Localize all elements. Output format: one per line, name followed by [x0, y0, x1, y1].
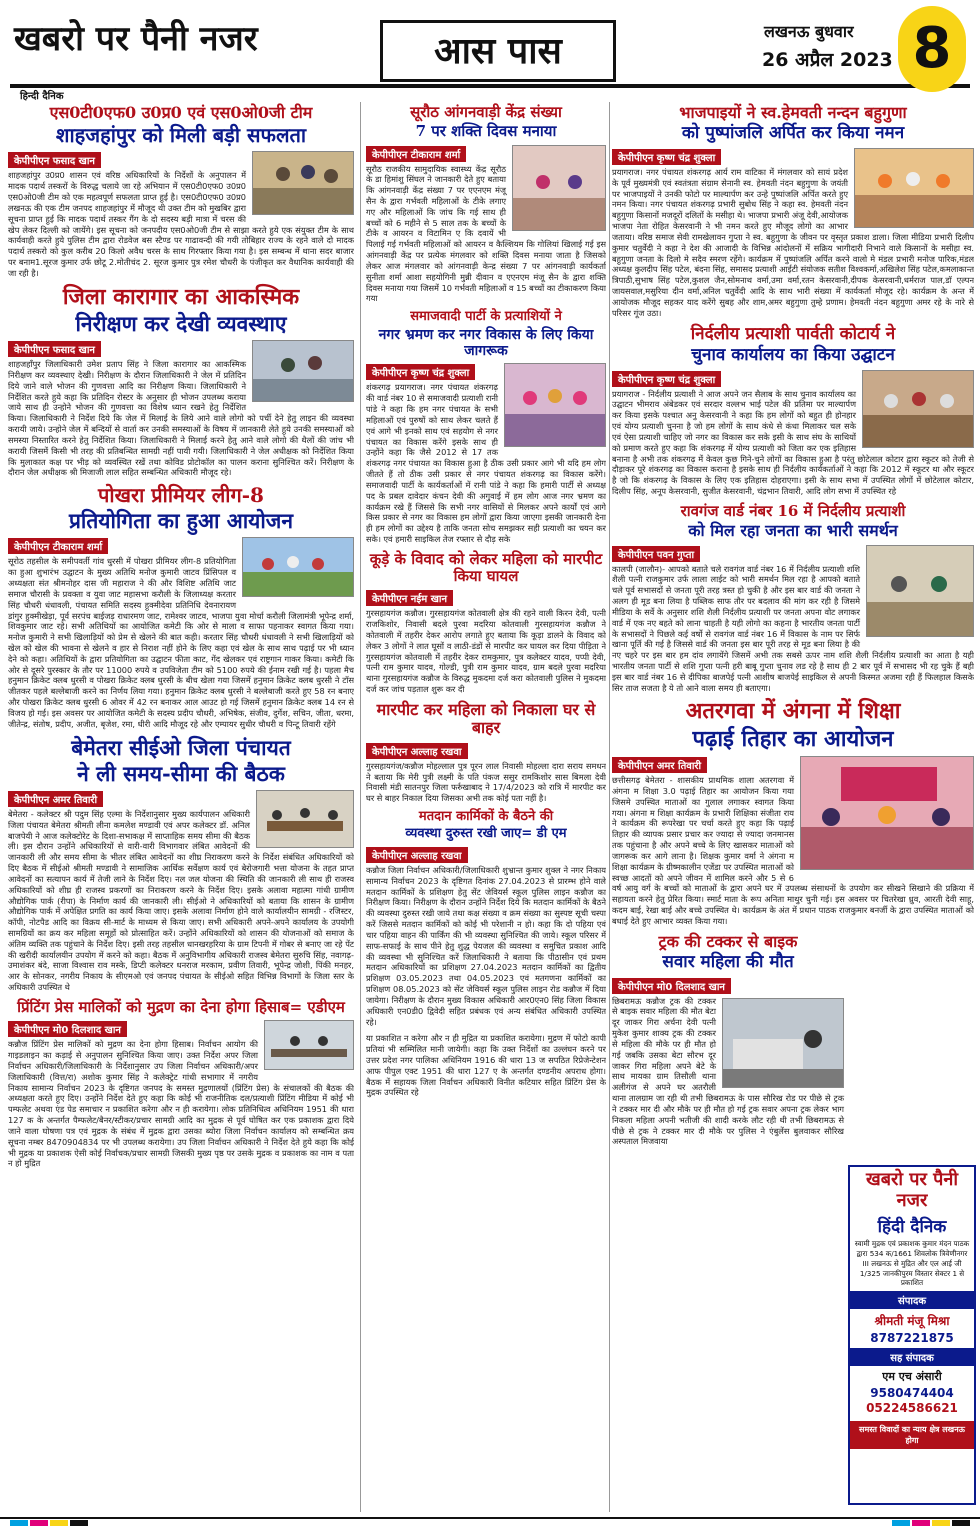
headline: निरीक्षण कर देखी व्यवस्थाए: [75, 310, 287, 336]
city-day: लखनऊ बुधवार: [764, 22, 854, 41]
editor-label: संपादक: [850, 1291, 974, 1309]
article-matdan-karmik: [366, 810, 606, 1027]
news-photo: [854, 148, 974, 228]
headline: को मिल रहा जनता का भारी समर्थन: [688, 521, 898, 541]
article-raoganj-ward: [612, 503, 974, 694]
article-body: या प्रकाशित न करेगा और न ही मुद्रित या प्रकाशित करायेगा। मुद्रण में फोटो कापी प्रतियां भी सम्मिलित मानी जायेगी। कहा कि उक्त निर्देशों का उल्लंघन करने पर उत्तर प्रदेश नगर पालिका अधिनियम 1916 की धारा 13 ज सपठित रिप्रेजेन्टेशन आफ पीपुल एक्ट 1951 की धारा 127 ए के अन्तर्गत दण्डनीय अपराध होगा। बैठक में सहायक जिला निर्वाचन अधिकारी विनीत कटियार सहित प्रिंटिंग प्रेस के मुद्रक उपस्थित रहे: [366, 1033, 606, 1098]
headline: प्रिंटिंग प्रेस मालिकों को मुद्रण का देना होगा हिसाब= एडीएम: [17, 997, 345, 1016]
byline: केपीपीएन अमर तिवारी: [8, 791, 103, 807]
news-photo: [242, 537, 354, 597]
editorial-title: खबरो पर पैनी नजर: [865, 1169, 959, 1211]
office-phone: 05224586621: [866, 1400, 958, 1415]
article-bahuguna: [612, 104, 974, 319]
issue-date: 26 अप्रैल 2023: [762, 49, 893, 71]
headline-kicker: भाजपाइयों ने स्व.हेमवती नन्दन बहुगुणा: [679, 103, 907, 122]
byline: केपीपीएन फसाद खान: [8, 152, 101, 168]
headline: व्यवस्था दुरुस्त रखी जाए= डी एम: [405, 825, 567, 841]
article-body: प्रयागराज। नगर पंचायत शंकरगढ़ आर्य राम वाटिका में मंगलवार को सायं प्रदेश के पूर्व मुख्यमंत्री एवं स्वतंत्रता संग्राम सेनानी स्व. हेमवती नंदन बहुगुणा के जयंती पर भाजपाइयों ने उनकी फोटो पर माल्यार्पण कर उन्हे पुष्पांजलि अर्पित करते हुए नमन किया। नगर पंचायत शंकरगढ़ प्रभारी सुबोध सिंह ने कहा स्व. हेमवती नंदन बहुगुणा किसानों मजदूरों दलितों के मसीहा थे। भाजपा प्रभारी अंजू देवी,आयोजक भाजपा नेता रोहित केसरवानी ने भी नमन करते हुए मौजूद लोगो का आभार जताया। वरिष्ठ समाज सेवी रामखेलावन गुप्ता ने स्व. बहुगुणा के जीवन पर वृस्तृत प्रकाश डाला। जिला मीडिया प्रभारी दिलीप कुमार चतुर्वेदी ने कहा ने देश की आजादी के विभिन्न आंदोलनों में सक्रिय भागीदारी निभाने वाले किसानों के मसीहा स्व. बहुगुणा जनता के दिलो मे सदैव स्मरण रहेंगे। कार्यक्रम में पुष्पांजलि अर्पित करने वालो मे मंडल प्रभारी मनोज पारिक,मंडल अध्यक्ष कुलदीप सिंह पटेल, बंदना सिंह, समासद प्रत्याशी आईटी संयोजक सतीश विश्वकर्मा,अखिलेश सिंह पटेल,कमलाकान्त त्रिपाठी,सुभाष सिंह पटेल,कुशल जैन,सोमनाथ वर्मा,उमा वर्मा,रतन केसरवानी,दीपक केसरवानी,धर्मराज पाल,डॉ एल्पन जायसवाल,मसुरिया दीन वर्मा,अनिल चतुर्वेदी आदि के साथ भारी संख्या में कार्यकर्ता मौजूद रहे। कार्यक्रम के अन्त में आयोजक मौजूद सहकर याद करेंगे सुबह और शाम,अमर बहुगुणा तुम्हे प्रणाम। हेमवती नंदन बहुगुणा अमर रहे के नारे से परिसर गूंज उठा।: [612, 166, 974, 318]
byline: केपीपीएन मो0 दिलशाद खान: [612, 978, 731, 994]
byline: केपीपीएन फसाद खान: [8, 341, 101, 357]
news-photo: [252, 340, 354, 402]
editorial-subtitle: हिंदी दैनिक: [877, 1217, 947, 1238]
byline: केपीपीएन टीकाराम शर्मा: [8, 538, 108, 554]
article-stf-shahjahanpur: [8, 104, 354, 279]
page-number-badge: 8: [898, 6, 966, 92]
headline-kicker: बेमेतरा सीईओ जिला पंचायत: [71, 734, 291, 760]
header-rule: [10, 84, 970, 88]
headline: चुनाव कार्यालय का किया उद्घाटन: [691, 345, 895, 366]
article-parvati-kotarya: [612, 325, 974, 497]
article-body: शाहजहाँपुर जिलाधिकारी उमेश प्रताप सिंह ने जिला कारागार का आकस्मिक निरीक्षण कर व्यवस्थाए देखी। निरीक्षण के दौरान जिलाधिकारी ने जेल में प्रतिदिन दिये जाने वाले भोजन की गुणवत्ता आदि का निरीक्षण किया। जिलाधिकारी ने निर्देशित करते हुये कहा कि प्रतिदिन रोस्टर के अनुसार ही भोजन उपलब्ध कराया जाये साथ ही उन्होने भोजन की गुणवत्ता का विशेष ध्यान रखने हेतु निर्देशित किया। जिलाधिकारी ने निर्देश दिये कि जेल में मिलाई के लिये आने वाले लोगो को पर्ची देने हेतु लाइन की व्यवस्था करायी जाये। उन्होने जेल में बन्दियों से वार्ता कर उनकी समस्याओं के विषय में जानकारी लेते हुये उनकी समस्याओं को समस्या निस्तारित करने हेतु निर्देशित किया। जिलाधिकारी ने मिलाई करने हेतु आने वाले लोगो की थैलों की जांच भी करायी जिसमें किसी भी तरह की प्रतिबन्धित सामग्री नहीं पायी गयी। जिलाधिकारी ने जेल अधीक्षक को निर्देशित किया कि मुलाकात कक्ष पर भीड़ को व्यवस्थित रखें तथा कोविड प्रोटोकॉल का पालन कराना सुनिश्चित करें। निरीक्षण के दौरान जेल अधीक्षक श्री मिजाजी लाल सहित सम्बन्धित अधिकारी मौजूद रहे।: [8, 359, 354, 478]
byline: केपीपीएन अल्लाह रखवा: [366, 743, 468, 759]
byline: केपीपीएन कृष्ण चंद्र शुक्ला: [612, 149, 721, 165]
column-left: [8, 102, 354, 1512]
article-body: प्रयागराज - निर्दलीय प्रत्याशी ने आज अपने जन सैलाब के साथ चुनाव कार्यालय का उद्घाटन भीमराव अंबेडकर एवं सरदार वल्लभ भाई पटेल की प्रतिमा पर माल्यार्पण कर किया इसके पश्चात अनु केसरवानी ने कहा कि हम लोगों को बहुत ही होनहार एवं योग्य प्रत्याशी चुनना है जो हम लोगों के साथ कंधे से कंधा मिलाकर चल सके एवं ऐसा प्रत्याशी चाहिए जो नगर का विकास कर सके इसी के साथ संघ के साथियों को प्रमाण करते हुए कहा कि शंकरगढ़ में योग्य प्रत्याशी को जिता कर एक इतिहास बनाना है अभी तक शंकरगढ़ में केवल कुछ गिने-चुने लोगों का विकास हुआ है परंतु छोटेलाल कोटार द्वारा स्कूटर को तेजी से दौड़ाकर पूरे शंकरगढ़ का विकास कराना है इसके साथ ही निर्दलीय कार्यकर्ताओं ने कहा कि 2012 में स्कूटर था और स्कूटर है जो कि शंकरगढ़ के विकास के लिए एक इतिहास दोहराएगा। इसी के साथ सभा में उपस्थित लोगों में छोटेलाल कोटार, दिलीप सिंह, अनूप केसरवानी, सुजीत केसरवानी, चंद्रभान तिवारी, आदि लोग सभा में उपस्थित रहे: [612, 388, 974, 497]
news-photo: [256, 790, 354, 848]
article-continuation: [366, 1033, 606, 1098]
article-body: बेमेतरा - कलेक्टर श्री पदुम सिंह एल्मा के निर्देशानुसार मुख्य कार्यपालन अधिकारी जिला पंचायत बेमेतरा श्रीमती लीना कमलेश मण्डावी एवं अपर कलेक्टर डॉ. अनिल बाजपेयी ने आज कलेक्टोरेट के दिशा-सभाकक्ष में साप्ताहिक समय सीमा की बैठक ली। इस दौरान उन्होंने अधिकारियों से वारी-वारी विभागवार लंबित आवेदनों की जानकारी ली और समय सीमा के भीतर लंबित आवेदनों का शीघ्र निराकरण करने के निर्देश संबंधित अधिकारियों को दिए बैठक में सीईओ श्रीमती मण्डावी ने सामाजिक आर्थिक सर्वेक्षण कार्य एवं बेरोजगारी भत्ता योजना के तहत प्राप्त आवेदनों का सत्यापन कार्य में तेजी लाने के निर्देश दिए। नल जल योजना की स्थिति की जानकारी ली साथ ही राजस्व अधिकारियों को शीघ्र ही राजस्व प्रकरणों का निराकरण करने के निर्देश दिए। इसके अलावा महात्मा गांधी ग्रामीण औद्योगिक पार्क (रीपा) के निर्माण कार्य की जानकारी ली। सीईओ ने अधिकारियों को बताया कि शासन के ग्रामीण औद्योगिक पार्क में अपेक्षित प्रगति का कार्य किया जाए। इसके अलावा निर्माण होने वाले कार्यालयीन सामग्री - रजिस्टर, कॉपी, नोटपैड आदि का विक्रय सी-मार्ट के माध्यम से किया जाए। सभी अधिकारी अपने-अपने कार्यालय के उपयोगी सामग्रियों का क्रय कर महिला समूहों को प्रोत्साहित करें। उन्होंने अधिकारियों को शासन की योजनाओं को समाज के अंतिम व्यक्ति तक पहुंचाने के निर्देश दिए। इसी तरह तहसील धानखरहरिया के ग्राम टिपनी में गोबर से बनाए जा रहे पेंट की खरीदी कार्यालयीन उपयोग में करने को कहा। बैठक में अनुविभागीय अधिकारी राजस्व बेमेतरा सुरुचि सिंह, नवागढ़-उमाशंकर बंदे, साजा विश्वास राव मस्के, डिप्टी कलेक्टर धनराज मरकाम, प्रवीण तिवारी, भूपेन्द्र जोशी, पिंकी मनहर, आर के सोनकर, नगरीय निकाय के सीएमओ एवं जनपद पंचायत के सीईओ सहित विभिन्न विभागों के जिला स्तर के अधिकारी उपस्थित थे: [8, 808, 354, 993]
article-body: शंकरगढ़ प्रयागराज। नगर पंचायत शंकरगढ़ की वार्ड नंबर 10 से समाजवादी प्रत्याशी रानी पांडे ने कहा कि हम नगर पंचायत के सभी महिलाओं एवं पुरुषों को साथ लेकर चलते हैं एवं आगे भी इनको साथ एवं सहयोग से नगर पंचायत का विकास करेंगे इसके साथ ही उन्होंने कहा कि जैसे 2012 से 17 तक शंकरगढ़ नगर पंचायत का विकास हुआ है ठीक उसी प्रकार आगे भी यदि हम लोग जीतते हैं तो ठीक उसी प्रकार से नगर पंचायत शंकरगढ़ का विकास करेंगे। समाजवादी पार्टी के कार्यकर्ताओं में रानी पांडे ने कहा कि हमारी पार्टी से अध्यक्ष पद के प्रबल दावेदार कंचन देवी की अगुवाई में हम लोग आज नगर भ्रमण का कार्यक्रम रखे हैं जिससे कि सभी नगर वासियों से मिलकर अपने कार्यों एवं आगे किस प्रकार से नगर का विकास हम लोगों द्वारा किया जाएगा इसकी जानकारी देना ही हम लोगों का उद्देश्य है ताकि जनता सोच समझकर सही प्रत्याशी का चयन कर सके। एवं हमारी साइकिल तेज रफ्तार से दौड़ सके: [366, 382, 606, 544]
byline: केपीपीएन मो0 दिलशाद खान: [8, 1021, 127, 1037]
color-registration-strip: [0, 1514, 980, 1527]
article-samajwadi: [366, 310, 606, 545]
headline-kicker: रावगंज वार्ड नंबर 16 में निर्दलीय प्रत्याशी: [680, 501, 906, 520]
co-editor-name: एम एच अंसारी: [882, 1369, 942, 1383]
article-body: सूरौठ राजकीय सामुदायिक स्वास्थ्य केंद्र सूरौठ के डा हिमांशु सिंघल ने जानकारी देते हुए बताया कि आंगनवाड़ी केंद्र संख्या 7 पर एएनएम मंजू सैन के द्वारा गर्भवती महिलाओं के टीके लगाए गए और महिलाओं कि जांच कि गई साथ ही बच्चों को 6 महीने से 5 साल तक के बच्चों के टीके व आयरन व विटामिन ए कि दवायें भी पिलाई गई गर्भवती महिलाओं को आयरन व कैल्शियम कि गोलियां खिलाई गई इस आंगनवाड़ी केंद्र पर प्रत्येक मंगलवार को शक्ति दिवस मनाया जाता है जिसको लेकर आज मंगलवार को आंगनवाड़ी केन्द्र संख्या 7 पर आंगनवाड़ी कार्यकर्ता सुनीता शर्मा आशा सहयोगिनी मुन्नी दीवान व एएनएम मंजू सैन के द्वारा शक्ति दिवस मनाया गया जिसमें 10 गर्भवती महिलाओं व 15 बच्चों का टीकाकरण किया गया: [366, 163, 606, 304]
article-body: छत्तीसगढ़ बेमेतरा - शासकीय प्राथमिक शाला अतरगवा में अंगना म शिक्षा 3.0 पढ़ाई तिहार का आयोजन किया गया जिसमे उपस्थित माताओं का गुलाल लगाकर स्वागत किया गया। अंगना म शिक्षा कार्यक्रम के प्रभारी शिक्षिका संजीता राय ने कार्यक्रम की रूपरेखा पर चर्चा करते हुए कहा कि पढ़ाई तिहार की व्यापक प्रसार प्रचार कर ज्यादा से ज्यादा जनमानस तक पहुंचाना है और अपने बच्चे के लिए खासकर माताओं को जागरूक कर आगे लाना है। शिक्षक कुमार वर्मा ने अंगना म शिक्षा कार्यक्रम के ग्रीष्मकालीन एजेंडा पर उपस्थित माताओं को स्वच्छ आदतों को अपने जीवन में शामिल करने और 5 से 6 वर्ष आयु वर्ग के बच्चों को माताओं के द्वारा अपने घर में उपलब्ध संसाधनों के उपयोग कर सीखने सिखाने की प्रक्रिया में सहायता करने हेतु प्रेरित किया। स्मार्ट माता के रूप अनिता माथुर चुनी गई। इस अवसर पर चितरेखा ध्रुव, आरती देवी साहू, कदम बाई, रेखा बाई और बच्चे उपस्थित थे। कार्यक्रम के अंत में प्रधान पाठक राजकुमार बनर्जी के द्वारा उपस्थित माताओं को बधाई देते हुए आभार व्यक्त किया गया।: [612, 775, 974, 926]
headline-kicker: समाजवादी पार्टी के प्रत्याशियों ने: [410, 309, 562, 325]
news-photo: [252, 151, 354, 215]
headline-kicker: सूरौठ आंगनवाड़ी केंद्र संख्या: [410, 103, 562, 121]
editorial-box: [848, 1165, 976, 1505]
headline: शाहजहांपुर को मिली बड़ी सफलता: [55, 123, 307, 148]
news-photo: [512, 145, 606, 231]
article-marpeet: [366, 701, 606, 804]
article-body: गुरसहायगंज/कन्नौज मोहल्लाल पुत्र पूरन लाल निवासी मोहल्ला दारा सराय समधन ने बताया कि मेरी पुत्री लक्ष्मी के पति पंकज ससुर रामकिशोर सास बिमला देवी निवासी मंडी सातनपुर जिला फर्रुखाबाद ने 17/4/2023 को रात्रि में मारपीट कर घर से बाहर निकाल दिया जिसका अभी तक कोई पता नहीं है।: [366, 760, 606, 804]
headline-kicker: पोखरा प्रीमियर लीग-8: [98, 483, 264, 508]
headline-kicker: मतदान कार्मिकों के बैठने की: [418, 809, 554, 825]
co-editor-label: सह संपादक: [850, 1348, 974, 1366]
news-photo: [866, 545, 974, 637]
headline: को पुष्पांजलि अर्पित कर किया नमन: [681, 123, 905, 144]
headline: ने ली समय-सीमा की बैठक: [77, 760, 285, 786]
news-photo: [862, 370, 974, 448]
article-body: सूरोठ तहसील के समीपवर्ती गांव धुरसी में पोखरा प्रीमियर लीग-8 प्रतियोगिता का हुआ शुभारंभ उद्घाटन के मुख्य अतिथि मनोज कुमारी जाटव प्रिंसिपल व अध्यक्षता संत श्रीमनोहर दास जी महाराज ने की और विशिष्ट अतिथि जाट समाज चौरासी के प्रवक्ता व युवा जाट महासभा करौली के जिलाध्यक्ष करतार सिंह चौधरी धंधावली, पंचायत समिति सदस्य हुक्मीदेवा प्रतिनिधि देवनारायण डांगुर हुक्मीखेड़ा, पूर्व सरपंच बाईजड़ राधारमण जाट, रामेश्वर जाटव, भाजपा युवा मोर्चा करौली जिलामंत्री भूपेन्द्र शर्मा, शिवकुमार जाट रहे। सभी अतिथियों का आयोजित कमेटी कि ओर से माला व साफा पहनाकर स्वागत किया गया। मनोज कुमारी ने सभी खिलाड़ियों को प्रेम से खेलने की बात कही। करतार सिंह चौधरी धंधावली ने सभी खिलाड़ियों को खेल को खेल की भावना से खेलने व हार से निराश नहीं होने के लिए कहा एवं खेल के साथ साथ पढ़ाई पर भी ध्यान देने को कहा। अतिथियों के द्वारा प्रतियोगिता का उद्घाटन फीता काट, गेंद खेलकर एवं राष्ट्रगान गाकर किया। कमेटी कि ओर से दूसरे पुरस्कार के तौर पर 11000 रुपये व उपविजेता टीम को 5100 रुपये की ईनाम रखी गई है। पहला मैच हनुमान क्रिकेट क्लब धुरसी व पोखरा क्रिकेट क्लब धुरसी के बीच खेला गया जिसमें हनुमान क्रिकेट क्लब धुरसी ने टॉस जीतकर पहले बल्लेबाजी करने का निर्णय लिया गया। हनुमान क्रिकेट क्लब धुरसी ने बल्लेबाजी करते हुए 58 रन बनाए और पोखरा क्रिकेट क्लब धुरसी 6 ओवर में 42 रन बनाकर आल आउट हो गई जिसमें हनुमान क्रिकेट क्लब 14 रन से विजय हो गई। इस अवसर पर आयोजित कमेटी के सदस्य प्रदीप चौधरी, अभिषेक, संजीव, दुर्गेश, सचिन, जीता, धरमा, जीतेन्द्र, संतोष, प्रदीप, अजीत, बृजेश, रमा, धीरी आदि मौजूद रहे और एम्पायर सुधीर चौधरी व पिन्टू तिवारी रहेंगे: [8, 556, 354, 729]
page-header: [0, 0, 980, 100]
article-body: छिबरामऊ कन्नौज ट्रक की टक्कर से बाइक सवार महिला की मौत बेटा दूर जाकर गिरा अर्चना देवी पत्नी मुकेश कुमार शाक्य ट्रक की टक्कर से महिला की मौके पर ही मौत हो गई जबकि उसका बेटा सौरभ दूर जाकर गिरा महिला अपने बेटे के साथ मायका ग्राम तिसौली थाना अलीगंज से अपने घर अतरौली थाना तालग्राम जा रही थी तभी छिबरामऊ के पास सौरिख रोड पर पीछे से ट्रक ने टक्कर मार दी और मौके पर ही मौत हो गई ट्रक सवार अपना ट्रक लेकर भाग निकला महिला अपनी भतीजी की शादी करके लौट रही थी तभी छिबरामऊ से पीछे से ट्रक ने टक्कर मार दी मौके पर पुलिस ने एंबुलेंस बुलवाकर सौरिख अस्पताल मिजवाया: [612, 995, 844, 1147]
headline: मारपीट कर महिला को निकाला घर से बाहर: [376, 699, 596, 738]
masthead-subtitle: हिन्दी दैनिक: [20, 91, 64, 102]
news-photo: [504, 363, 606, 447]
editor-phone: 8787221875: [870, 1330, 954, 1345]
news-photo: [264, 1020, 354, 1070]
column-divider: [360, 102, 361, 1512]
article-body: कालपी (जालौन)- आपको बताते चले रावगंज वार्ड नंबर 16 में निर्दलीय प्रत्याशी शशि शैली पत्नी राजकुमार उर्फ लाला लाईट को भारी समर्थन मिल रहा है आपको बताते चले पूर्व सभासदों से जनता पूरी तरह त्रस्त हो चुकी है और इस बार वार्ड की जनता ने अलग ही मूड बना लिया है पब्लिक साफ तौर पर बदलाव की मांग कर रही है जिसमे मीडिया के सर्वे के अनुसार शशि शैली निर्दलीय प्रत्याशी पर जनता अपना वोट लगाकर वार्ड में एक नए बहते को लाना चाहती है यही लोगो का कहना है भारतीय जनता पार्टी के सभासदों ने पिछले कई वर्षो से रावगंज वार्ड नंबर 16 में विकास के नाम पर सिर्फ खाना पूर्ति की गई है जिससे वार्ड की जनता इस बार पूरी तरह से मूड बना लिया है की नए चहरे पर इस बार हम दांव लगायेंगे जिसमें अभी तक सबसे ऊपर नाम शशि शैली निर्दलीय प्रत्याशी का आता है यही भारतीय जनता पार्टी से शशि गुप्ता पत्नी हरी बाबू गुप्ता चुनाव लड रहे है साथ ही 2 बार पूर्व में सभासद भी रह चुके हैं बही इस बार वार्ड नंबर 16 से दीपिका बाजपेई पत्नी आशीष बाजपेई साइकिल से अपनी किस्मत अजमा रही हैं फिलहाल किसके सिर ताज सजता है ये तो आने वाला समय ही बताएगा।: [612, 563, 974, 693]
article-kooda-vivad: [366, 551, 606, 695]
headline: पढ़ाई तिहार का आयोजन: [692, 725, 894, 752]
article-body: शाहजहांपुर उ0प्र0 शासन एवं वरिष्ठ अधिकारियों के निर्देशों के अनुपालन में मादक पदार्थ तस्करों के विरुद्ध चलाये जा रहे अभियान में एस0टी0एफ0 उ0प्र0 एस0ओ0जी टीम को एक महत्वपूर्ण सफलता प्राप्त हुई है। एस0टी0एफ0 उ0प्र0 लखनऊ की एक टीम जनपद शाहजहांपुर में मौजूद थी उक्त टीम को मुखबिर द्वारा सूचना प्राप्त हुई कि मादक पदार्थ तस्कर गैंग के दो सदस्य बड़ी मात्रा में चरस की खेप लेकर दिल्ली को जायेंगे। इस सूचना को जनपदीय एस0ओ0जी टीम से साझा करते हुये एक संयुक्त टीम के साथ कार्यवाही करते हुये पुलिस टीम द्वारा रोडवेज बस स्टैण्ड पर गाढावन्दी की गयी तोबिहार राज्य के रहने वाले दो मादक पदार्थ तस्करो को कुल करीब 20 किलो अवैध चरस के साथ गिरफ्तार किया गया है। इस सम्बन्ध में थाना सदर बाजार पर बनाम1.सूरज कुमार उर्फ छोटू 2.मोतीचंद 2. सूरज कुमार पुत्र रमेश चौधरी के पंजीकृत कर वैधानिक कार्यवाही की जा रही है।: [8, 170, 354, 278]
section-title: आस पास: [380, 20, 616, 82]
byline: केपीपीएन नईम खान: [366, 590, 453, 606]
byline: केपीपीएन अल्लाह रखवा: [366, 847, 468, 863]
headline-kicker: अतरगवा में अंगना में शिक्षा: [685, 698, 901, 725]
byline: केपीपीएन कृष्ण चंद्र शुक्ला: [366, 364, 475, 380]
article-bemetara-ceo: [8, 736, 354, 993]
publisher-details: स्वामी मुद्रक एवं प्रकाशक कुमार मंदन पाठक द्वारा 534 क/1661 शिवलोक त्रिवेणीनगर III लखनऊ से मुद्रित और एल आई जी 1/325 जानकीपुरम विस्तार सेक्टर 1 से प्रकाशित: [854, 1239, 970, 1288]
column-divider: [609, 102, 610, 1512]
co-editor-phone: 9580474404: [870, 1385, 954, 1400]
article-body: कन्नौज जिला निर्वाचन अधिकारी/जिलाधिकारी शुभ्रान्त कुमार शुक्ल ने नगर निकाय सामान्य निर्वाचन 2023 के दृष्टिगत दिनांक 27.04.2023 से प्रारम्भ होने वाले मतदान कार्मिकों के प्रशिक्षण हेतु सेंट जेवियर्स स्कूल पुलिस लाइन कन्नौज का निरीक्षण किया। निरीक्षण के दौरान उन्होंने निर्देश दिये कि मतदान कार्मिकों के बैठने की व्यवस्था दुरुस्त रखी जाये तथा कक्ष संख्या व क्रम संख्या का सुस्पष्ट सूची चस्पा करें जिससे मतदान कार्मिकों को कोई भी परेशानी न हो। कहा कि दो पहिया एवं चार पहिया वाहन की पार्किंग की भी व्यवस्था सुनिश्चित की जाये। स्कूल परिसर में साफ-सफाई के साथ पीने हेतु शुद्ध पेयजल की व्यवस्था व समुचित प्रकाश आदि की व्यवस्था भी सुनिश्चित करें जिलाधिकारी ने बताया कि पीठासीन एवं प्रथम मतदान अधिकारियों का प्रशिक्षण 27.04.2023 मतदान कार्मिकों का द्वितीय प्रशिक्षण 03.05.2023 तथा 04.05.2023 एवं मतगणना कार्मिकों का प्रशिक्षण 08.05.2023 को सेंट जेवियर्स स्कूल पुलिस लाइन रोड कन्नौज में दिया जायेगा। निरीक्षण के दौरान मुख्य विकास अधिकारी आर0एन0 सिंह जिला विकास अधिकारी एन0डी0 द्विवेदी सहित प्रबंधक एवं अन्य संबंधित अधिकारी उपस्थित रहे।: [366, 864, 606, 1027]
headline-kicker: ट्रक की टक्कर से बाइक: [658, 931, 798, 951]
headline-kicker: निर्दलीय प्रत्याशी पार्वती कोटार्य ने: [690, 323, 896, 344]
article-pokhra-league: [8, 484, 354, 729]
headline: नगर भ्रमण कर नगर विकास के लिए किया जागरूक: [378, 327, 594, 360]
news-photo: [722, 998, 844, 1088]
column-middle: [366, 102, 606, 1512]
headline: सवार महिला की मौत: [662, 952, 794, 973]
headline: कूड़े के विवाद को लेकर महिला को मारपीट किया घायल: [369, 549, 603, 586]
article-jail-inspection: [8, 285, 354, 479]
article-truck-accident: [612, 933, 844, 1148]
headline-kicker: एस0टी0एफ0 उ0प्र0 एवं एस0ओ0जी टीम: [49, 103, 313, 122]
byline: केपीपीएन टीकाराम शर्मा: [366, 146, 466, 162]
headline: 7 पर शक्ति दिवस मनाया: [415, 122, 557, 141]
masthead-title: खबरो पर पैनी नजर: [14, 19, 258, 59]
article-atargava: [612, 699, 974, 926]
byline: केपीपीएन अमर तिवारी: [612, 757, 707, 773]
news-photo: [800, 756, 974, 870]
editor-name: श्रीमती मंजू मिश्रा: [874, 1313, 950, 1328]
byline: केपीपीएन कृष्ण चंद्र शुक्ला: [612, 371, 721, 387]
headline: प्रतियोगिता का हुआ आयोजन: [68, 508, 294, 534]
byline: केपीपीएन पवन गुप्ता: [612, 546, 700, 562]
article-body: गुरसहायगंज कन्नौज। गुरसहायगंज कोतवाली क्षेत्र की रहने वाली किरन देवी, पत्नी राजकिशोर, निवासी बदले पुरवा मदरिया कोतवाली गुरसहायगंज कन्नौज ने कोतवाली में तहरीर देकर आरोप लगाते हुए बताया कि कूड़ा डालने के विवाद को लेकर 3 लोगों ने लात घूसों व लाठी-डंडों से मारपीट कर घायल कर दिया पीड़िता ने गुरसहायगंज कोतवाली में तहरीर देकर रामकुमार, पुत्र कलेक्टर यादव, पप्पी देवी, पत्नी राम कुमार यादव, गोल्डी, पुत्री राम कुमार यादव, ग्राम बदले पुरवा मदरिया थाना गुरसहायगंज कन्नौज के विरुद्ध मुकदमा दर्ज करा कोतवाली पुलिस ने मुकदमा दर्ज कर जांच पड़ताल शुरू कर दी: [366, 608, 606, 695]
headline-kicker: जिला कारागार का आकस्मिक: [62, 283, 300, 310]
article-body: कन्नौज प्रिंटिंग प्रेस मालिकों को मुद्रण का देना होगा हिसाब। निर्वाचन आयोग की गाइडलाइन का कड़ाई से अनुपालन सुनिश्चित किया जाए। उक्त निर्देश अपर जिला निर्वाचन अधिकारी/जिलाधिकारी के निर्देशानुसार उप जिला निर्वाचन अधिकारी/अपर जिलाधिकारी (वित्त/रा) अशोक कुमार सिंह ने कलेक्ट्रेट गांधी सभागार में नगरीय निकाय सामान्य निर्वाचन 2023 के दृष्टिगत जनपद के समस्त मुद्रणालयों (प्रिंटिंग प्रेस) के संचालकों की बैठक की अध्यक्षता करते हुए दिए। उन्होंने निर्देश देते हुए कहा कि कोई भी राजनीतिक दल/प्रत्याशी प्रिंटिंग मीडिया में कोई भी पम्फलेट अथवा एंड पेड समाचार न प्रकाशित करेगा और न ही करायेगा। लोक प्रतिनिधित्व अधिनियम 1951 की धारा 127 क के अन्तर्गत पैम्फलेट/बैनर/स्टीकर/प्रचार सामग्री आदि का मुद्रक से पूर्व घोषित कर एक प्रकाशक द्वारा दिये जाने वाला घोषणा पत्र एवं मुद्रक के संबंध में मुद्रक द्वारा उसका ब्योरा जिला निर्वाचन कार्यालय को सम्बन्धित क्रय सूचना नम्बर 8470904834 पर भी उपलब्ध करायेगा। उप जिला निर्वाचन अधिकारी ने निर्देश देते हुये कहा कि कोई भी मुद्रक या प्रकाशक ऐसी कोई निर्वाचक/प्रचार सामग्री जिसकी मुख्य पृष्ठ पर उसके मुद्रक व प्रकाशक का नाम व पता न हो मुद्रित: [8, 1039, 354, 1169]
jurisdiction-note: समस्त विवादों का न्याय क्षेत्र लखनऊ होगा: [850, 1421, 974, 1449]
article-printing-press: [8, 999, 354, 1169]
article-anganwadi: [366, 104, 606, 304]
